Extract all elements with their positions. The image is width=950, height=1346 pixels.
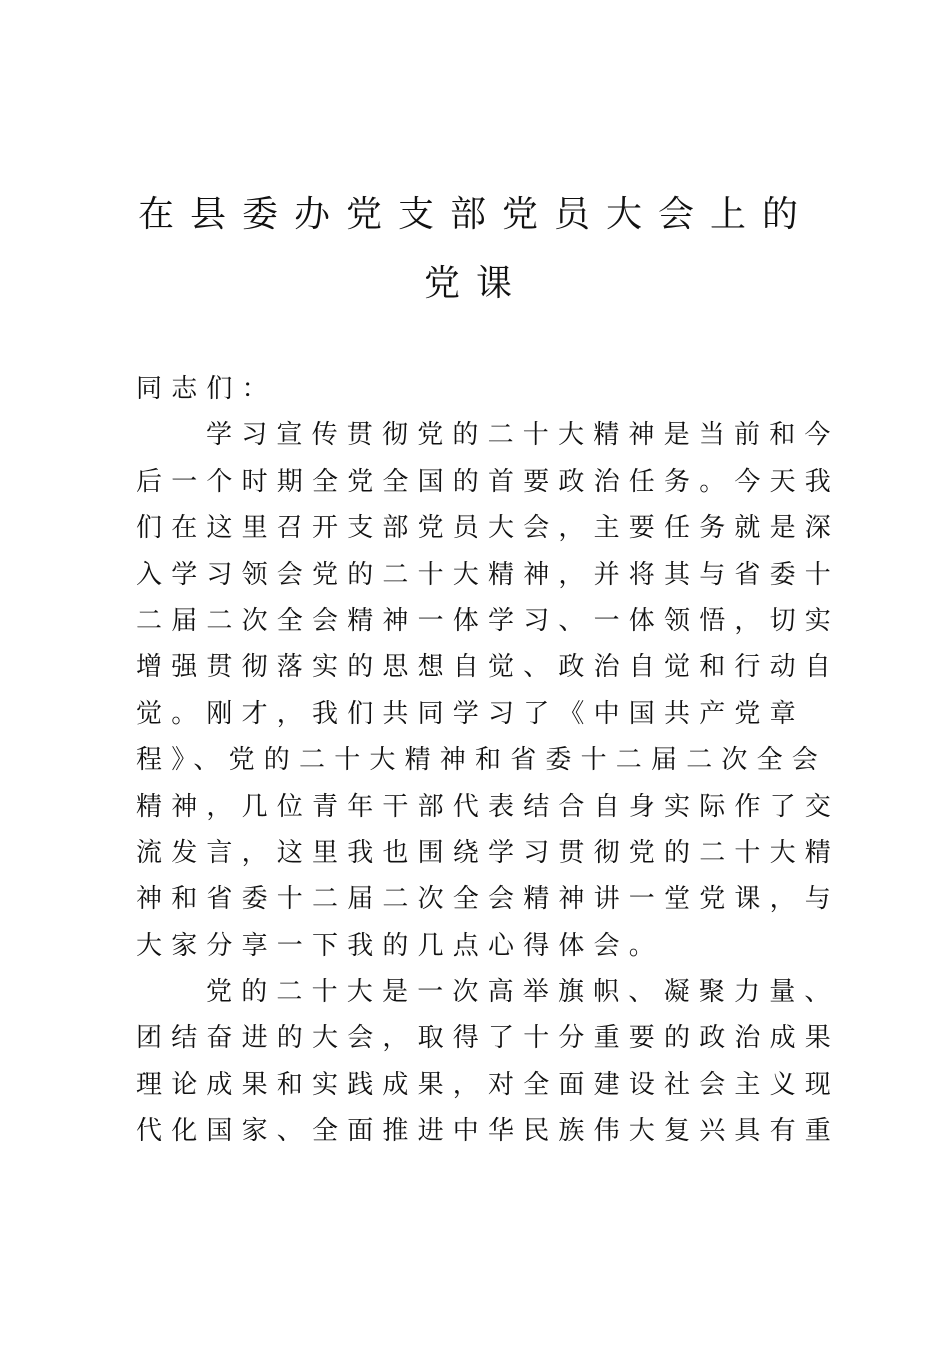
paragraph-1-line-4: 入学习领会党的二十大精神，并将其与省委十 — [136, 559, 841, 590]
paragraph-1-line-3: 们在这里召开支部党员大会，主要任务就是深 — [136, 513, 841, 544]
paragraph-2-line-4: 代化国家、全面推进中华民族伟大复兴具有重 — [136, 1116, 841, 1147]
paragraph-1-line-6: 增强贯彻落实的思想自觉、政治自觉和行动自 — [136, 652, 841, 683]
paragraph-1-line-10: 流发言，这里我也围绕学习贯彻党的二十大精 — [136, 837, 841, 868]
paragraph-1-line-11: 神和省委十二届二次全会精神讲一堂党课，与 — [136, 884, 841, 915]
paragraph-1-line-7: 觉。刚才，我们共同学习了《中国共产党章 — [136, 698, 805, 729]
document-title-line-2: 党课 — [423, 263, 528, 304]
paragraph-1-line-12: 大家分享一下我的几点心得体会。 — [136, 930, 665, 961]
paragraph-1-line-5: 二届二次全会精神一体学习、一体领悟，切实 — [136, 605, 841, 636]
paragraph-1-line-1: 学习宣传贯彻党的二十大精神是当前和今 — [206, 420, 840, 451]
paragraph-2-line-2: 团结奋进的大会，取得了十分重要的政治成果 — [136, 1023, 841, 1054]
salutation: 同志们： — [136, 374, 277, 404]
paragraph-1-line-2: 后一个时期全党全国的首要政治任务。今天我 — [136, 466, 841, 497]
document-title-line-1: 在县委办党支部党员大会上的 — [137, 194, 814, 235]
paragraph-1-line-9: 精神，几位青年干部代表结合自身实际作了交 — [136, 791, 841, 822]
document-body — [136, 366, 841, 1155]
paragraph-2-line-1: 党的二十大是一次高举旗帜、凝聚力量、 — [206, 977, 840, 1008]
paragraph-2-line-3: 理论成果和实践成果，对全面建设社会主义现 — [136, 1069, 841, 1100]
paragraph-1-line-8: 程》、党的二十大精神和省委十二届二次全会 — [136, 745, 828, 776]
